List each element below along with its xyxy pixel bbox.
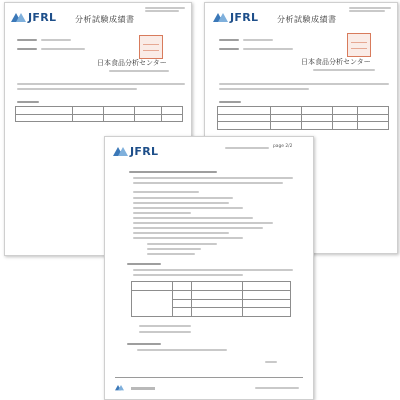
issuer-name: 日本食品分析センター <box>97 59 167 67</box>
jfrl-logo-icon <box>113 147 127 157</box>
results-table <box>131 281 291 317</box>
jfrl-logo: JFRL <box>113 145 158 158</box>
jfrl-logo: JFRL <box>213 11 258 24</box>
jfrl-footer-icon <box>115 385 123 391</box>
document-number <box>349 7 391 12</box>
document-title: 分析試験成績書 <box>277 15 337 24</box>
jfrl-logo-icon <box>213 13 227 23</box>
results-table <box>217 106 389 130</box>
report-sheet-3 <box>104 136 314 400</box>
footer-logo <box>115 383 155 393</box>
document-number <box>145 7 185 12</box>
results-table <box>15 106 183 122</box>
issuer-name: 日本食品分析センター <box>301 58 371 66</box>
company-seal <box>347 33 371 57</box>
document-title: 分析試験成績書 <box>75 15 135 24</box>
jfrl-logo: JFRL <box>11 11 56 24</box>
jfrl-logo-icon <box>11 13 25 23</box>
company-seal <box>139 35 163 59</box>
page-label: page 2/2 <box>273 144 293 149</box>
